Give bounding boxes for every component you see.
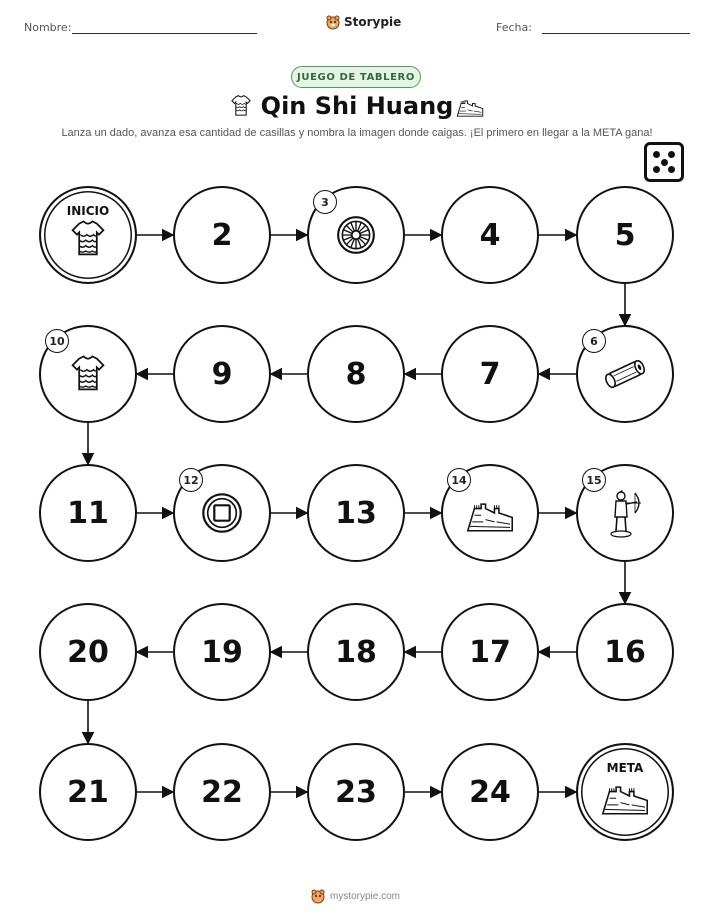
goal-label: META [606,761,644,775]
space-number: 17 [469,634,511,670]
board-space-23 [307,743,405,841]
board-space-5 [576,186,674,284]
armor-icon [66,217,110,265]
space-number: 21 [67,774,109,810]
space-number: 18 [335,634,377,670]
space-number-badge: 12 [179,468,203,492]
goal-space [576,743,674,841]
great-wall-icon [599,776,651,820]
footer [310,888,400,904]
board-space-9 [173,325,271,423]
board-space-18 [307,603,405,701]
space-number: 4 [479,217,501,253]
space-number: 22 [201,774,243,810]
board-space-15 [576,464,674,562]
space-number: 16 [604,634,646,670]
board-space-19 [173,603,271,701]
board-space-2 [173,186,271,284]
space-number-badge: 6 [582,329,606,353]
storypie-mascot-icon [310,888,326,904]
space-number: 24 [469,774,511,810]
board-space-6 [576,325,674,423]
space-number-badge: 15 [582,468,606,492]
board-space-7 [441,325,539,423]
board-space-16 [576,603,674,701]
board-space-13 [307,464,405,562]
space-number: 13 [335,495,377,531]
wheel-icon [335,214,377,260]
space-number-badge: 10 [45,329,69,353]
brand-name: Storypie [344,15,402,29]
board-space-8 [307,325,405,423]
coin-icon [200,491,244,539]
space-number: 8 [345,356,367,392]
board-space-10 [39,325,137,423]
board-space-21 [39,743,137,841]
space-number: 19 [201,634,243,670]
board-space-12 [173,464,271,562]
space-number-badge: 14 [447,468,471,492]
board-space-20 [39,603,137,701]
space-number-badge: 3 [313,190,337,214]
great-wall-icon [464,493,516,537]
space-number: 23 [335,774,377,810]
space-number: 7 [479,356,501,392]
space-number: 11 [67,495,109,531]
date-label: Fecha: [496,21,532,34]
armor-icon [66,352,110,400]
footer-url: mystorypie.com [330,890,401,902]
instructions: Lanza un dado, avanza esa cantidad de casillas y nombra la imagen donde caigas. ¡El primero en llegar a la META gana! [61,127,653,139]
board-space-11 [39,464,137,562]
space-number: 2 [211,217,233,253]
start-label: INICIO [66,204,110,218]
space-number: 20 [67,634,109,670]
name-label: Nombre: [24,21,72,34]
scroll-icon [600,354,650,398]
board-space-22 [173,743,271,841]
board-space-4 [441,186,539,284]
board-space-17 [441,603,539,701]
page-title: Qin Shi Huang [260,92,454,120]
start-space [39,186,137,284]
board-space-3 [307,186,405,284]
game-type-badge: JUEGO DE TABLERO [291,66,421,88]
board-space-14 [441,464,539,562]
board-space-24 [441,743,539,841]
archer-icon [605,487,645,543]
space-number: 9 [211,356,233,392]
space-number: 5 [614,217,636,253]
